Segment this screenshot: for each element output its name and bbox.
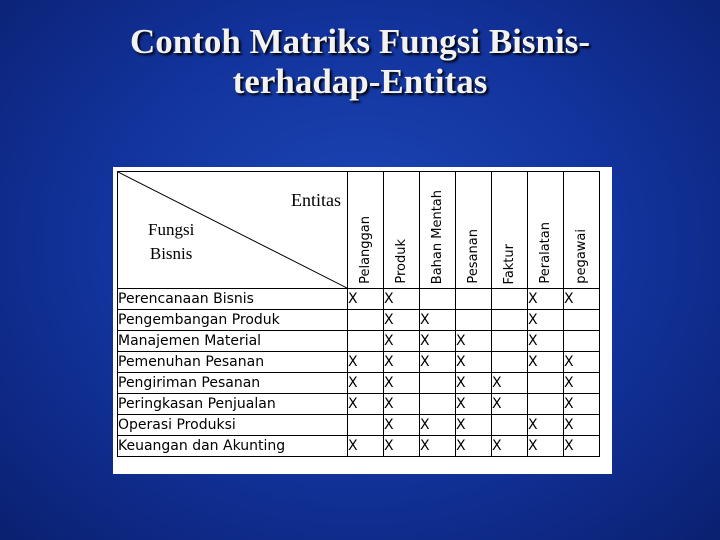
matrix-cell <box>348 331 384 352</box>
corner-label-entitas: Entitas <box>291 190 341 210</box>
matrix-cell <box>420 394 456 415</box>
function-entity-matrix <box>117 171 600 457</box>
matrix-cell <box>492 415 528 436</box>
matrix-cell: X <box>348 394 384 415</box>
function-label: Keuangan dan Akunting <box>118 436 348 457</box>
matrix-cell <box>564 331 600 352</box>
corner-label-fungsi-bisnis <box>148 218 194 266</box>
matrix-cell: X <box>492 436 528 457</box>
table-row <box>118 352 600 373</box>
function-label: Pemenuhan Pesanan <box>118 352 348 373</box>
matrix-cell: X <box>456 352 492 373</box>
matrix-cell <box>420 289 456 310</box>
matrix-cell: X <box>456 415 492 436</box>
matrix-cell <box>492 289 528 310</box>
matrix-cell <box>492 352 528 373</box>
matrix-cell: X <box>420 331 456 352</box>
matrix-cell: X <box>420 436 456 457</box>
matrix-image <box>113 167 612 474</box>
matrix-cell: X <box>564 352 600 373</box>
matrix-cell <box>564 310 600 331</box>
matrix-corner-cell <box>118 172 348 289</box>
table-row <box>118 394 600 415</box>
title-line-2: terhadap-Entitas <box>232 62 488 101</box>
matrix-cell: X <box>348 436 384 457</box>
matrix-cell: X <box>384 415 420 436</box>
matrix-cell: X <box>564 373 600 394</box>
matrix-cell: X <box>384 352 420 373</box>
matrix-cell: X <box>384 310 420 331</box>
matrix-cell <box>348 310 384 331</box>
matrix-cell <box>456 310 492 331</box>
matrix-cell <box>528 373 564 394</box>
matrix-cell <box>492 310 528 331</box>
entity-header-produk: Produk <box>384 172 420 289</box>
matrix-cell <box>420 373 456 394</box>
corner-label-bisnis: Bisnis <box>149 244 193 263</box>
entity-header-faktur: Faktur <box>492 172 528 289</box>
function-label: Pengiriman Pesanan <box>118 373 348 394</box>
matrix-cell: X <box>528 436 564 457</box>
matrix-cell <box>348 415 384 436</box>
function-label: Peringkasan Penjualan <box>118 394 348 415</box>
entity-header-pesanan: Pesanan <box>456 172 492 289</box>
matrix-cell: X <box>384 394 420 415</box>
matrix-cell: X <box>528 352 564 373</box>
matrix-cell <box>492 331 528 352</box>
matrix-cell: X <box>420 352 456 373</box>
matrix-cell: X <box>456 373 492 394</box>
matrix-cell: X <box>456 394 492 415</box>
matrix-cell: X <box>528 289 564 310</box>
function-label: Operasi Produksi <box>118 415 348 436</box>
table-row <box>118 310 600 331</box>
matrix-cell: X <box>492 373 528 394</box>
title-line-1: Contoh Matriks Fungsi Bisnis- <box>130 22 590 61</box>
matrix-cell <box>528 394 564 415</box>
entity-header-pelanggan: Pelanggan <box>348 172 384 289</box>
matrix-cell: X <box>564 394 600 415</box>
matrix-cell: X <box>564 289 600 310</box>
matrix-cell: X <box>420 310 456 331</box>
function-label: Pengembangan Produk <box>118 310 348 331</box>
matrix-cell: X <box>528 415 564 436</box>
matrix-cell: X <box>384 373 420 394</box>
matrix-cell: X <box>384 436 420 457</box>
matrix-cell: X <box>456 331 492 352</box>
matrix-cell: X <box>384 289 420 310</box>
matrix-body <box>118 289 600 457</box>
table-row <box>118 436 600 457</box>
entity-header-bahan-mentah: Bahan Mentah <box>420 172 456 289</box>
matrix-cell: X <box>564 436 600 457</box>
matrix-cell: X <box>528 310 564 331</box>
function-label: Manajemen Material <box>118 331 348 352</box>
matrix-cell: X <box>528 331 564 352</box>
matrix-cell <box>456 289 492 310</box>
table-row <box>118 289 600 310</box>
table-row <box>118 415 600 436</box>
matrix-cell: X <box>456 436 492 457</box>
table-row <box>118 373 600 394</box>
slide-title <box>0 22 720 102</box>
matrix-cell: X <box>348 289 384 310</box>
entity-header-peralatan: Peralatan <box>528 172 564 289</box>
header-row <box>118 172 600 289</box>
matrix-cell: X <box>420 415 456 436</box>
matrix-cell: X <box>384 331 420 352</box>
table-row <box>118 331 600 352</box>
corner-label-fungsi: Fungsi <box>148 220 195 239</box>
entity-header-pegawai: pegawai <box>564 172 600 289</box>
matrix-cell: X <box>348 352 384 373</box>
matrix-cell: X <box>564 415 600 436</box>
matrix-cell: X <box>492 394 528 415</box>
function-label: Perencanaan Bisnis <box>118 289 348 310</box>
matrix-cell: X <box>348 373 384 394</box>
